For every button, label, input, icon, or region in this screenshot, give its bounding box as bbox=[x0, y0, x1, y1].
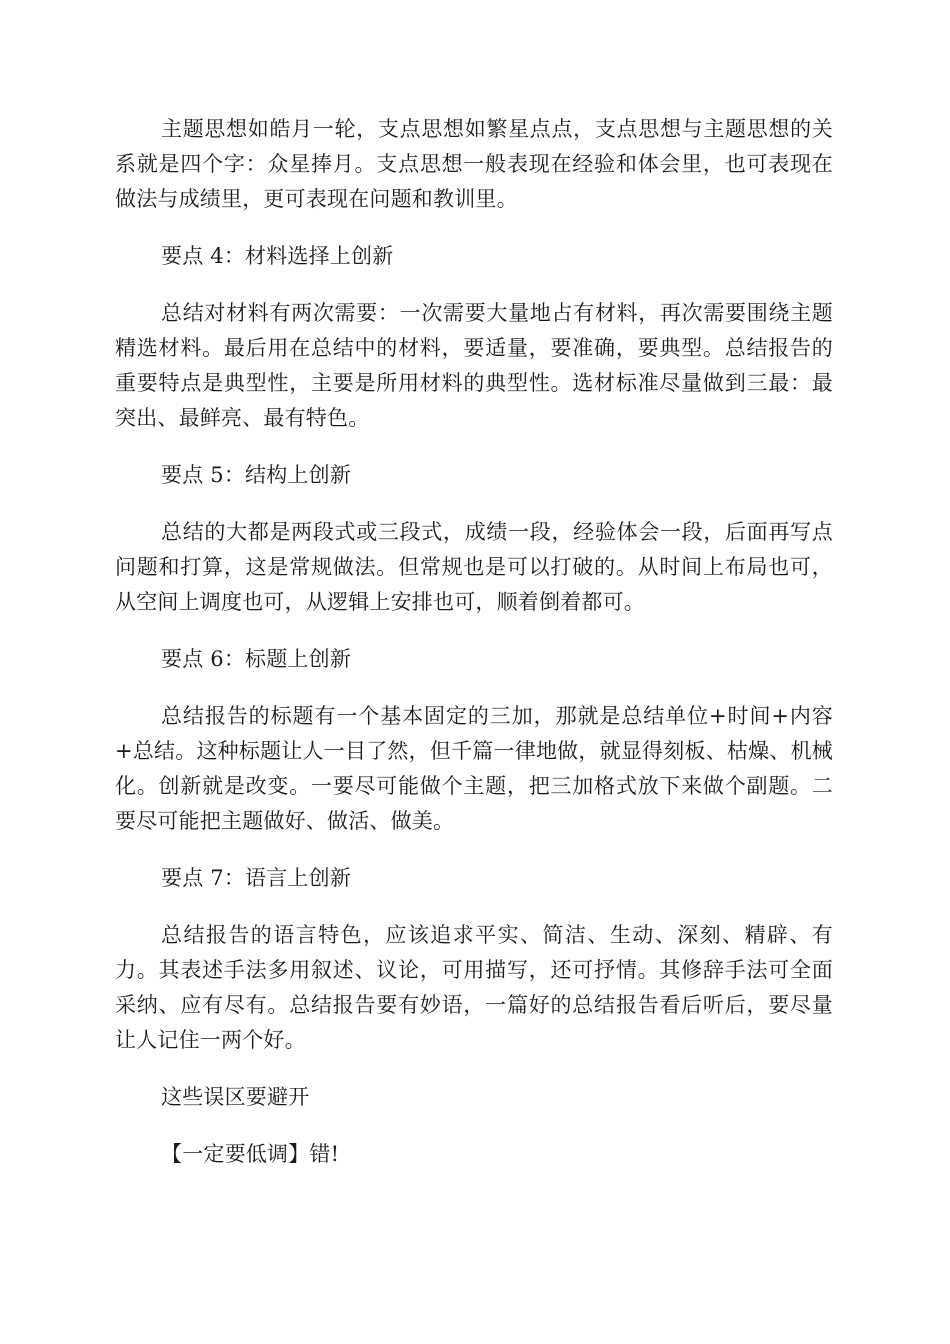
heading-point-4: 要点 4：材料选择上创新 bbox=[161, 244, 394, 268]
paragraph-structure: 总结的大都是两段式或三段式，成绩一段，经验体会一段，后面再写点问题和打算，这是常规做法。但常规也是可以打破的。从时间上布局也可，从空间上调度也可，从逻辑上安排也可，顺着倒着都可。 bbox=[115, 520, 833, 614]
paragraph-spacer bbox=[115, 620, 833, 642]
paragraph-spacer bbox=[115, 274, 833, 296]
heading-point-5: 要点 5：结构上创新 bbox=[161, 463, 352, 487]
heading-point-7: 要点 7：语言上创新 bbox=[161, 866, 352, 890]
paragraph-spacer bbox=[115, 896, 833, 918]
paragraph-spacer bbox=[115, 493, 833, 515]
paragraph-spacer bbox=[115, 1058, 833, 1080]
paragraph-language: 总结报告的语言特色，应该追求平实、简洁、生动、深刻、精辟、有力。其表述手法多用叙述、议论，可用描写，还可抒情。其修辞手法可全面采纳、应有尽有。总结报告要有妙语，一篇好的总结报告看后听后，要尽量让人记住一两个好。 bbox=[115, 923, 833, 1052]
paragraph-spacer bbox=[115, 677, 833, 699]
paragraph-title-innovation: 总结报告的标题有一个基本固定的三加，那就是总结单位+时间+内容+总结。这种标题让人一目了然，但千篇一律地做，就显得刻板、枯燥、机械化。创新就是改变。一要尽可能做个主题，把三加格式放下来做个副题。二要尽可能把主题做好、做活、做美。 bbox=[115, 704, 833, 833]
paragraph-material-selection: 总结对材料有两次需要：一次需要大量地占有材料，再次需要围绕主题精选材料。最后用在总结中的材料，要适量，要准确，要典型。总结报告的重要特点是典型性，主要是所用材料的典型性。选材标准尽量做到三最：最突出、最鲜亮、最有特色。 bbox=[115, 301, 833, 430]
heading-misconceptions: 这些误区要避开 bbox=[161, 1085, 310, 1109]
document-body bbox=[115, 112, 833, 1172]
paragraph-spacer bbox=[115, 436, 833, 458]
paragraph-spacer bbox=[115, 839, 833, 861]
paragraph-support-ideas: 主题思想如皓月一轮，支点思想如繁星点点，支点思想与主题思想的关系就是四个字：众星捧月。支点思想一般表现在经验和体会里，也可表现在做法与成绩里，更可表现在问题和教训里。 bbox=[115, 117, 833, 211]
paragraph-spacer bbox=[115, 217, 833, 239]
heading-low-profile-myth: 【一定要低调】错! bbox=[161, 1142, 340, 1166]
paragraph-spacer bbox=[115, 1115, 833, 1137]
heading-point-6: 要点 6：标题上创新 bbox=[161, 647, 352, 671]
